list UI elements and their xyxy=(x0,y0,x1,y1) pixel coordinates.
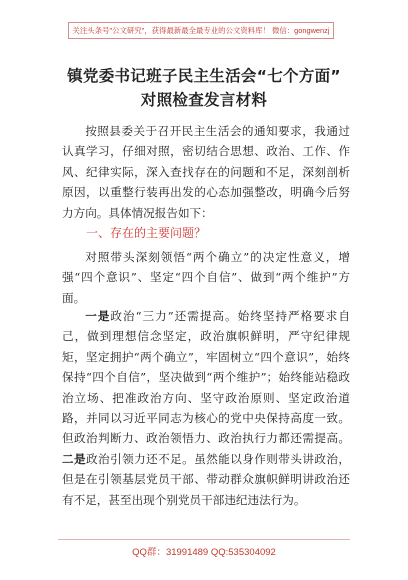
point-body-1: 政治“三力”还需提高。始终坚持严格要求自己，做到理想信念坚定，政治旗帜鲜明，严守纪律规矩，坚定拥护“两个确立”，牢固树立“四个意识”，始终保持“四个自信”，坚决做到“两个维护”；始终能站稳政治立场、把准政治方向、坚守政治原则、坚定政治道路，并同以习近平同志为核心的党中央保持高度一致。但政治判断力、政治领悟力、政治执行力都还需提高。 xyxy=(62,309,350,446)
intro-paragraph: 按照县委关于召开民主生活会的通知要求，我通过认真学习，仔细对照，密切结合思想、政治、工作、作风、纪律实际，深入查找存在的问题和不足，深刻剖析原因，以重整行装再出发的心态加强整改，明确今后努力方向。具体情况报告如下： xyxy=(62,124,350,220)
document-title-line2: 对照检查发言材料 xyxy=(140,91,268,109)
body-paragraph-2: 对照带头深刻领悟“两个确立”的决定性意义，增强“四个意识”、坚定“四个自信”、做到“两个维护”方面。 xyxy=(62,250,350,305)
point-lead-2: 二是 xyxy=(62,451,87,466)
banner-text: 关注头条号"公文研究"，获得最新最全最专业的公文资料库！ 微信：gongwenzj xyxy=(72,26,330,35)
top-banner xyxy=(68,22,334,39)
footer-divider xyxy=(58,539,350,540)
footer-contact: QQ群：31991489 QQ:535304092 xyxy=(132,547,276,558)
point-body-2: 政治引领力还不足。虽然能以身作则带头讲政治，但是在引领基层党员干部、带动群众旗帜鲜明讲政治还有不足，甚至出现个别党员干部违纪违法行为。 xyxy=(62,451,350,507)
section-heading: 一、存在的主要问题？ xyxy=(86,226,207,240)
point-lead-1: 一是 xyxy=(85,309,111,323)
document-title-line1: 镇党委书记班子民主生活会“七个方面” xyxy=(67,67,341,85)
body-paragraph-3 xyxy=(62,306,350,510)
